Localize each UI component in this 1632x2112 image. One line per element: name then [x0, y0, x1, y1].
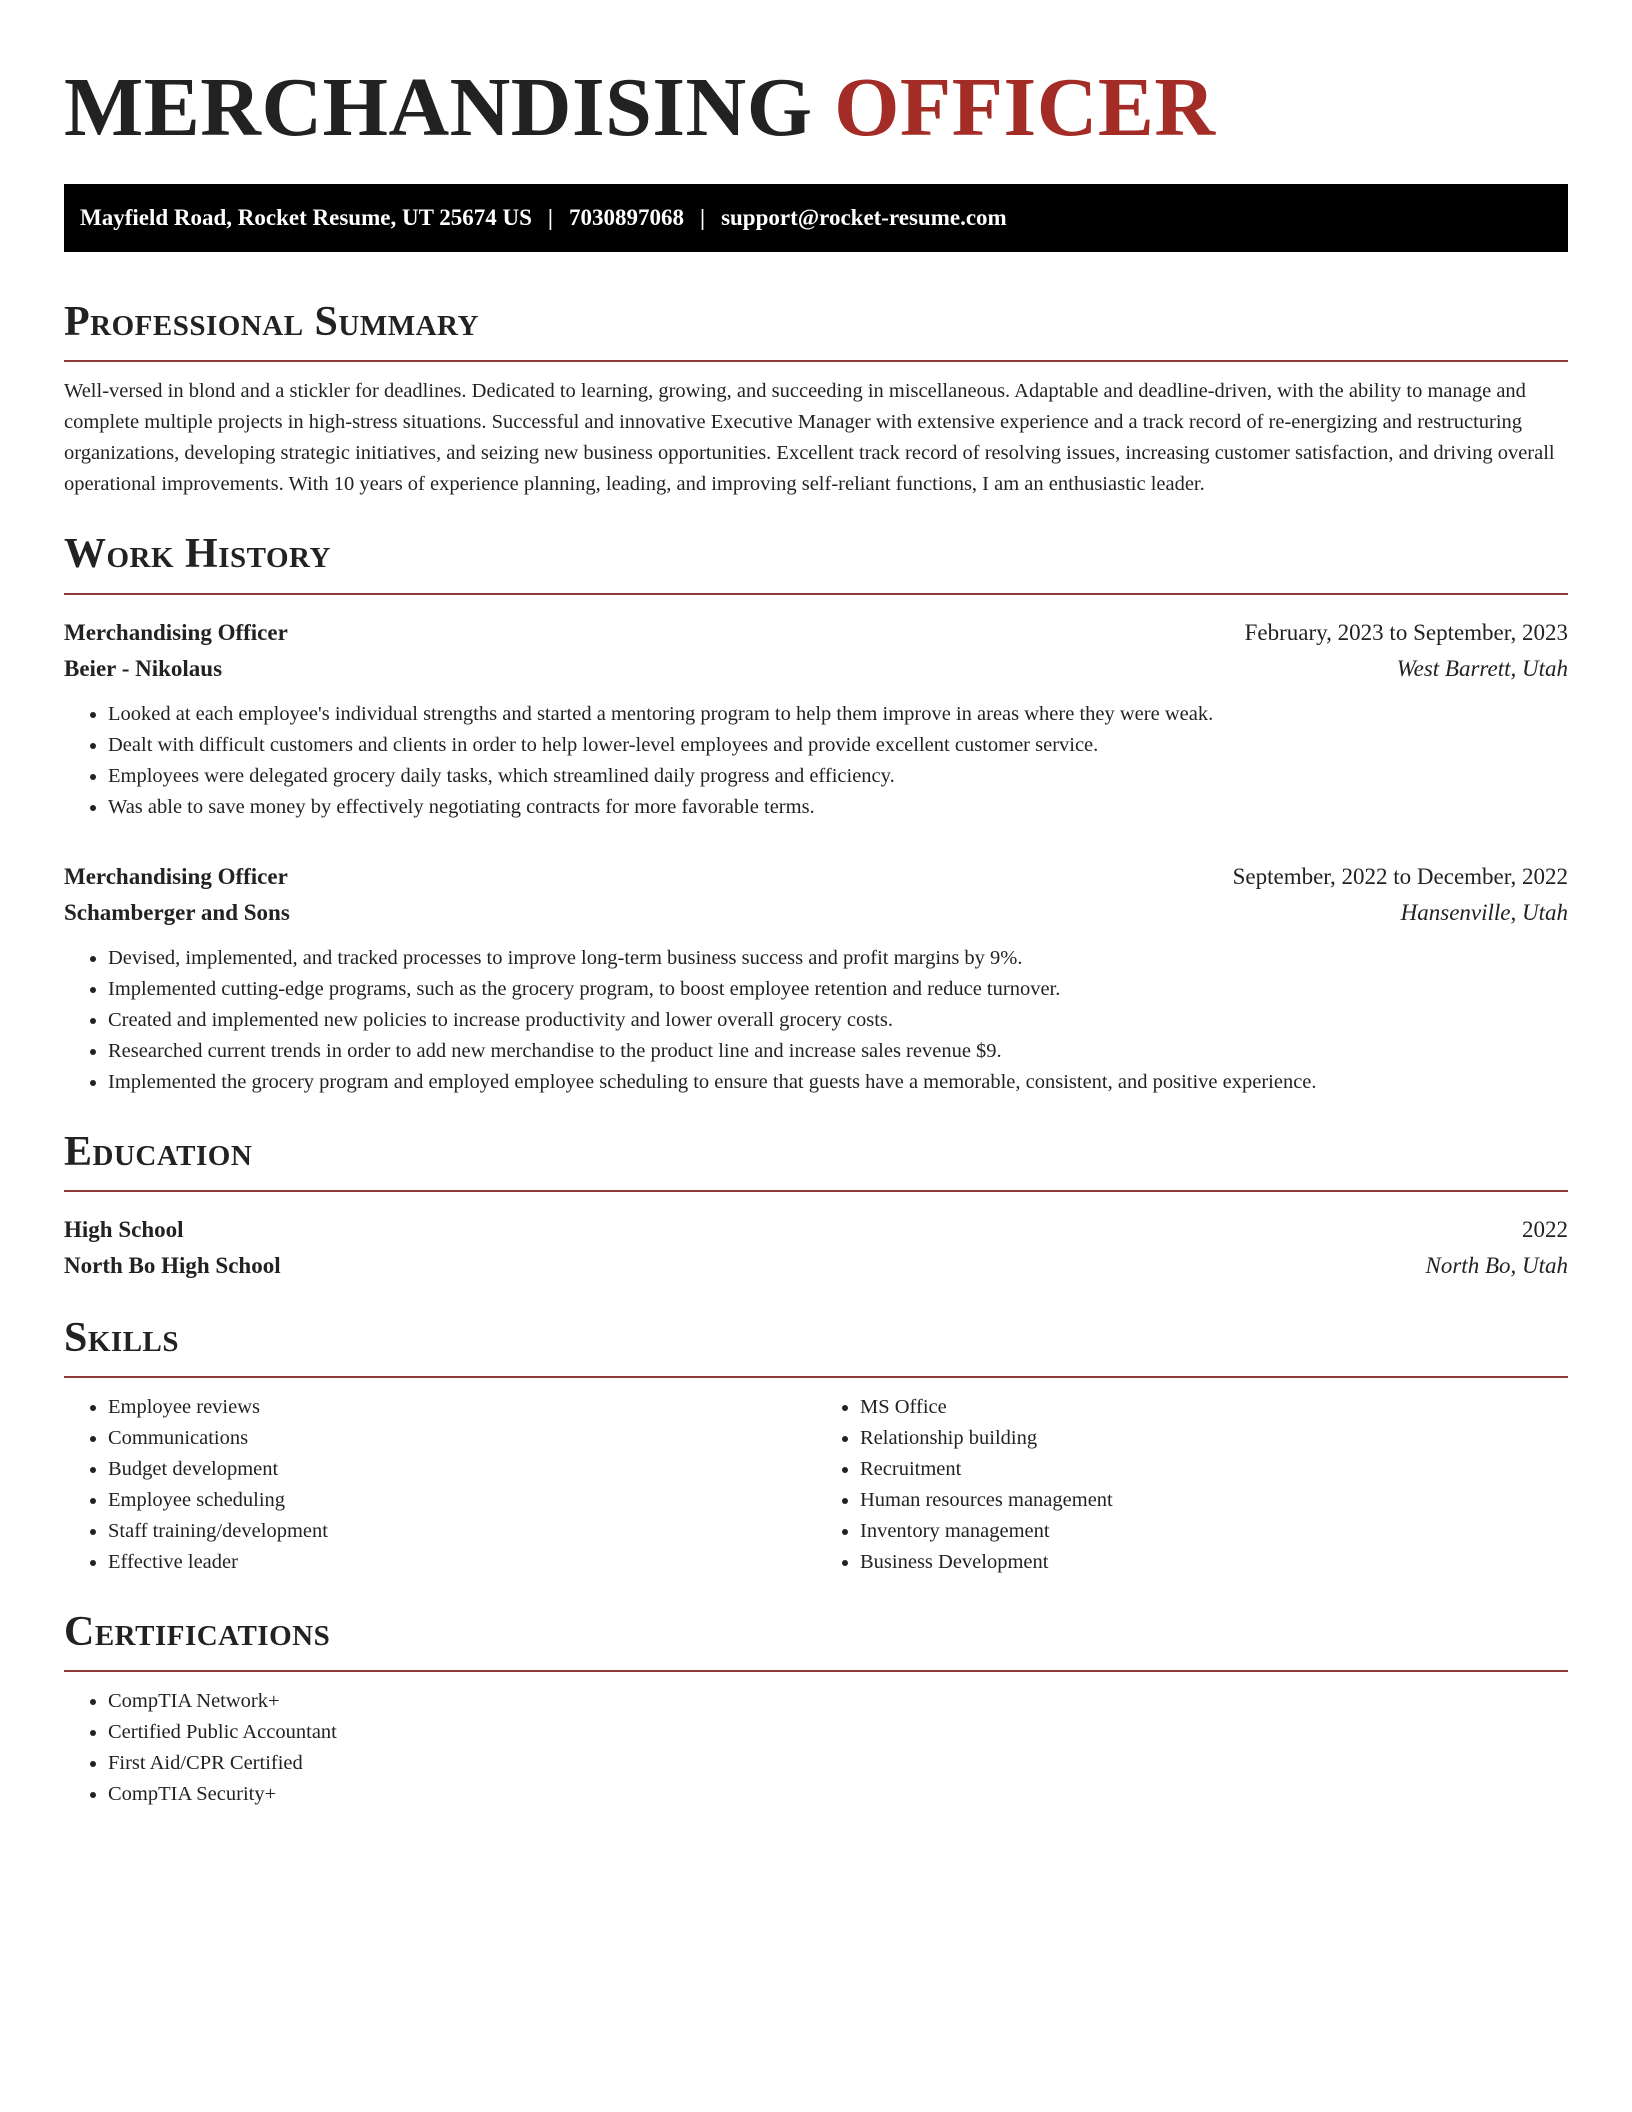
skills-columns [64, 1392, 1568, 1578]
section-heading-summary: Professional Summary [64, 298, 1568, 362]
title-accent-word: OFFICER [834, 61, 1216, 154]
resume-title [64, 58, 1568, 154]
skill-item: • Staff training/development [108, 1516, 816, 1547]
education-school: North Bo High School [64, 1252, 281, 1278]
job-company: Schamberger and Sons [64, 899, 290, 925]
education-degree-row [64, 1212, 1568, 1248]
job-bullet: • Employees were delegated grocery daily tasks, which streamlined daily progress and efficiency. [108, 761, 1568, 792]
job-bullet: • Researched current trends in order to add new merchandise to the product line and increase sales revenue $9. [108, 1036, 1568, 1067]
education-degree: High School [64, 1216, 184, 1242]
skill-item: • Inventory management [860, 1516, 1568, 1547]
job-bullets [64, 943, 1568, 1098]
education-year: 2022 [1522, 1216, 1568, 1242]
work-history-section [64, 530, 1568, 1097]
job-bullet: • Created and implemented new policies to increase productivity and lower overall grocery costs. [108, 1005, 1568, 1036]
certification-item: • CompTIA Security+ [108, 1779, 1568, 1810]
contact-separator: | [547, 205, 553, 230]
skills-left-column [64, 1392, 816, 1578]
job-company: Beier - Nikolaus [64, 655, 223, 681]
skills-section [64, 1314, 1568, 1578]
section-heading-work-history: Work History [64, 530, 1568, 594]
job-bullet: • Implemented cutting-edge programs, such as the grocery program, to boost employee retention and reduce turnover. [108, 974, 1568, 1005]
education-entry [64, 1212, 1568, 1284]
education-school-row [64, 1248, 1568, 1284]
contact-email: support@rocket-resume.com [721, 205, 1007, 230]
job-title-row [64, 615, 1568, 651]
job-bullet: • Devised, implemented, and tracked processes to improve long-term business success and profit margins by 9%. [108, 943, 1568, 974]
certification-item: • Certified Public Accountant [108, 1717, 1568, 1748]
education-location: North Bo, Utah [1425, 1252, 1568, 1278]
certification-list [64, 1686, 1568, 1810]
job-dates: September, 2022 to December, 2022 [1232, 863, 1568, 889]
skill-item: • Budget development [108, 1454, 816, 1485]
certifications-section [64, 1608, 1568, 1810]
contact-phone: 7030897068 [568, 205, 684, 230]
skill-item: • Employee scheduling [108, 1485, 816, 1516]
contact-address: Mayfield Road, Rocket Resume, UT 25674 US [80, 205, 532, 230]
certification-item: • First Aid/CPR Certified [108, 1748, 1568, 1779]
section-heading-certifications: Certifications [64, 1608, 1568, 1672]
skill-item: • Effective leader [108, 1547, 816, 1578]
education-section [64, 1128, 1568, 1284]
job-entry [64, 615, 1568, 823]
job-bullets [64, 699, 1568, 823]
certification-item: • CompTIA Network+ [108, 1686, 1568, 1717]
skill-item: • Human resources management [860, 1485, 1568, 1516]
skill-item: • MS Office [860, 1392, 1568, 1423]
job-bullet: • Was able to save money by effectively negotiating contracts for more favorable terms. [108, 792, 1568, 823]
skill-item: • Relationship building [860, 1423, 1568, 1454]
job-company-row [64, 895, 1568, 931]
job-company-row [64, 651, 1568, 687]
job-title-row [64, 859, 1568, 895]
job-dates: February, 2023 to September, 2023 [1244, 619, 1568, 645]
skill-item: • Employee reviews [108, 1392, 816, 1423]
title-first-word: MERCHANDISING [64, 61, 813, 154]
job-bullet: • Looked at each employee's individual strengths and started a mentoring program to help them improve in areas where they were weak. [108, 699, 1568, 730]
skills-right-column [816, 1392, 1568, 1578]
contact-bar [64, 184, 1568, 252]
summary-text: Well-versed in blond and a stickler for deadlines. Dedicated to learning, growing, and succeeding in miscellaneous. Adaptable and deadline-driven, with the ability to manage and complete multiple projects in high-stress situations. Successful and innovative Executive Manager with extensive experience and a track record of re-energizing and restructuring organizations, developing strategic initiatives, and seizing new business opportunities. Excellent track record of resolving issues, increasing customer satisfaction, and driving overall operational improvements. With 10 years of experience planning, leading, and improving self-reliant functions, I am an enthusiastic leader. [64, 380, 1555, 496]
contact-separator: | [699, 205, 706, 230]
job-title: Merchandising Officer [64, 863, 288, 889]
summary-section [64, 298, 1568, 500]
section-heading-education: Education [64, 1128, 1568, 1192]
job-bullet: • Dealt with difficult customers and clients in order to help lower-level employees and provide excellent customer service. [108, 730, 1568, 761]
job-title: Merchandising Officer [64, 619, 288, 645]
section-heading-skills: Skills [64, 1314, 1568, 1378]
skill-item: • Communications [108, 1423, 816, 1454]
job-entry [64, 859, 1568, 1098]
skill-item: • Business Development [860, 1547, 1568, 1578]
job-location: West Barrett, Utah [1396, 655, 1568, 681]
skill-item: • Recruitment [860, 1454, 1568, 1485]
job-location: Hansenville, Utah [1400, 899, 1568, 925]
job-bullet: • Implemented the grocery program and employed employee scheduling to ensure that guests have a memorable, consistent, and positive experience. [108, 1067, 1568, 1098]
